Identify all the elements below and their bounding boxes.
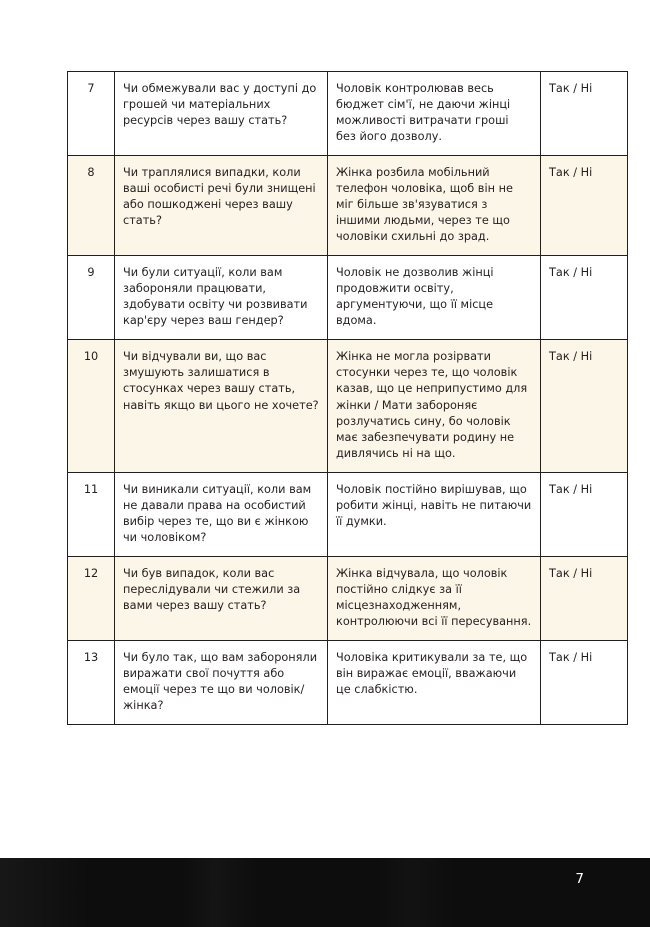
row-answer[interactable]: Так / Ні bbox=[541, 72, 628, 156]
table-row bbox=[68, 472, 628, 556]
footer-band bbox=[0, 858, 650, 927]
row-number: 12 bbox=[68, 556, 115, 640]
row-number: 13 bbox=[68, 640, 115, 724]
row-number: 8 bbox=[68, 156, 115, 256]
row-example: Чоловік постійно вирішував, що робити жінці, навіть не питаючи її думки. bbox=[328, 472, 541, 556]
row-question: Чи виникали ситуації, коли вам не давали права на особистий вибір через те, що ви є жінкою чи чоловіком? bbox=[115, 472, 328, 556]
row-question: Чи обмежували вас у доступі до грошей чи матеріальних ресурсів через вашу стать? bbox=[115, 72, 328, 156]
table-row bbox=[68, 72, 628, 156]
row-question: Чи було так, що вам забороняли виражати свої почуття або емоції через те що ви чоловік/жінка? bbox=[115, 640, 328, 724]
row-example: Чоловік не дозволив жінці продовжити освіту, аргументуючи, що її місце вдома. bbox=[328, 256, 541, 340]
table-row bbox=[68, 340, 628, 472]
row-question: Чи траплялися випадки, коли ваші особисті речі були знищені або пошкоджені через вашу стать? bbox=[115, 156, 328, 256]
row-question: Чи відчували ви, що вас змушують залишатися в стосунках через вашу стать, навіть якщо ви цього не хочете? bbox=[115, 340, 328, 472]
row-example: Жінка не могла розірвати стосунки через те, що чоловік казав, що це неприпустимо для жінки / Мати забороняє розлучатись сину, бо чоловік має забезпечувати родину не дивлячись ні на що. bbox=[328, 340, 541, 472]
row-answer[interactable]: Так / Ні bbox=[541, 256, 628, 340]
row-number: 10 bbox=[68, 340, 115, 472]
row-question: Чи був випадок, коли вас переслідували чи стежили за вами через вашу стать? bbox=[115, 556, 328, 640]
row-answer[interactable]: Так / Ні bbox=[541, 340, 628, 472]
row-number: 7 bbox=[68, 72, 115, 156]
row-answer[interactable]: Так / Ні bbox=[541, 472, 628, 556]
row-example: Жінка відчувала, що чоловік постійно слідкує за її місцезнаходженням, контролюючи всі її пересування. bbox=[328, 556, 541, 640]
table-row bbox=[68, 556, 628, 640]
row-answer[interactable]: Так / Ні bbox=[541, 156, 628, 256]
survey-table-container bbox=[67, 71, 593, 725]
row-number: 11 bbox=[68, 472, 115, 556]
row-answer[interactable]: Так / Ні bbox=[541, 556, 628, 640]
row-example: Жінка розбила мобільний телефон чоловіка, щоб він не міг більше зв'язуватися з іншими людьми, через те що чоловіки схильні до зрад. bbox=[328, 156, 541, 256]
row-example: Чоловік контролював весь бюджет сім'ї, не даючи жінці можливості витрачати гроші без його дозволу. bbox=[328, 72, 541, 156]
row-question: Чи були ситуації, коли вам забороняли працювати, здобувати освіту чи розвивати кар'єру через ваш гендер? bbox=[115, 256, 328, 340]
row-example: Чоловіка критикували за те, що він виражає емоції, вважаючи це слабкістю. bbox=[328, 640, 541, 724]
row-answer[interactable]: Так / Ні bbox=[541, 640, 628, 724]
table-row bbox=[68, 640, 628, 724]
table-row bbox=[68, 256, 628, 340]
survey-table bbox=[67, 71, 628, 725]
page-number: 7 bbox=[575, 871, 584, 887]
row-number: 9 bbox=[68, 256, 115, 340]
survey-table-body bbox=[68, 72, 628, 725]
table-row bbox=[68, 156, 628, 256]
